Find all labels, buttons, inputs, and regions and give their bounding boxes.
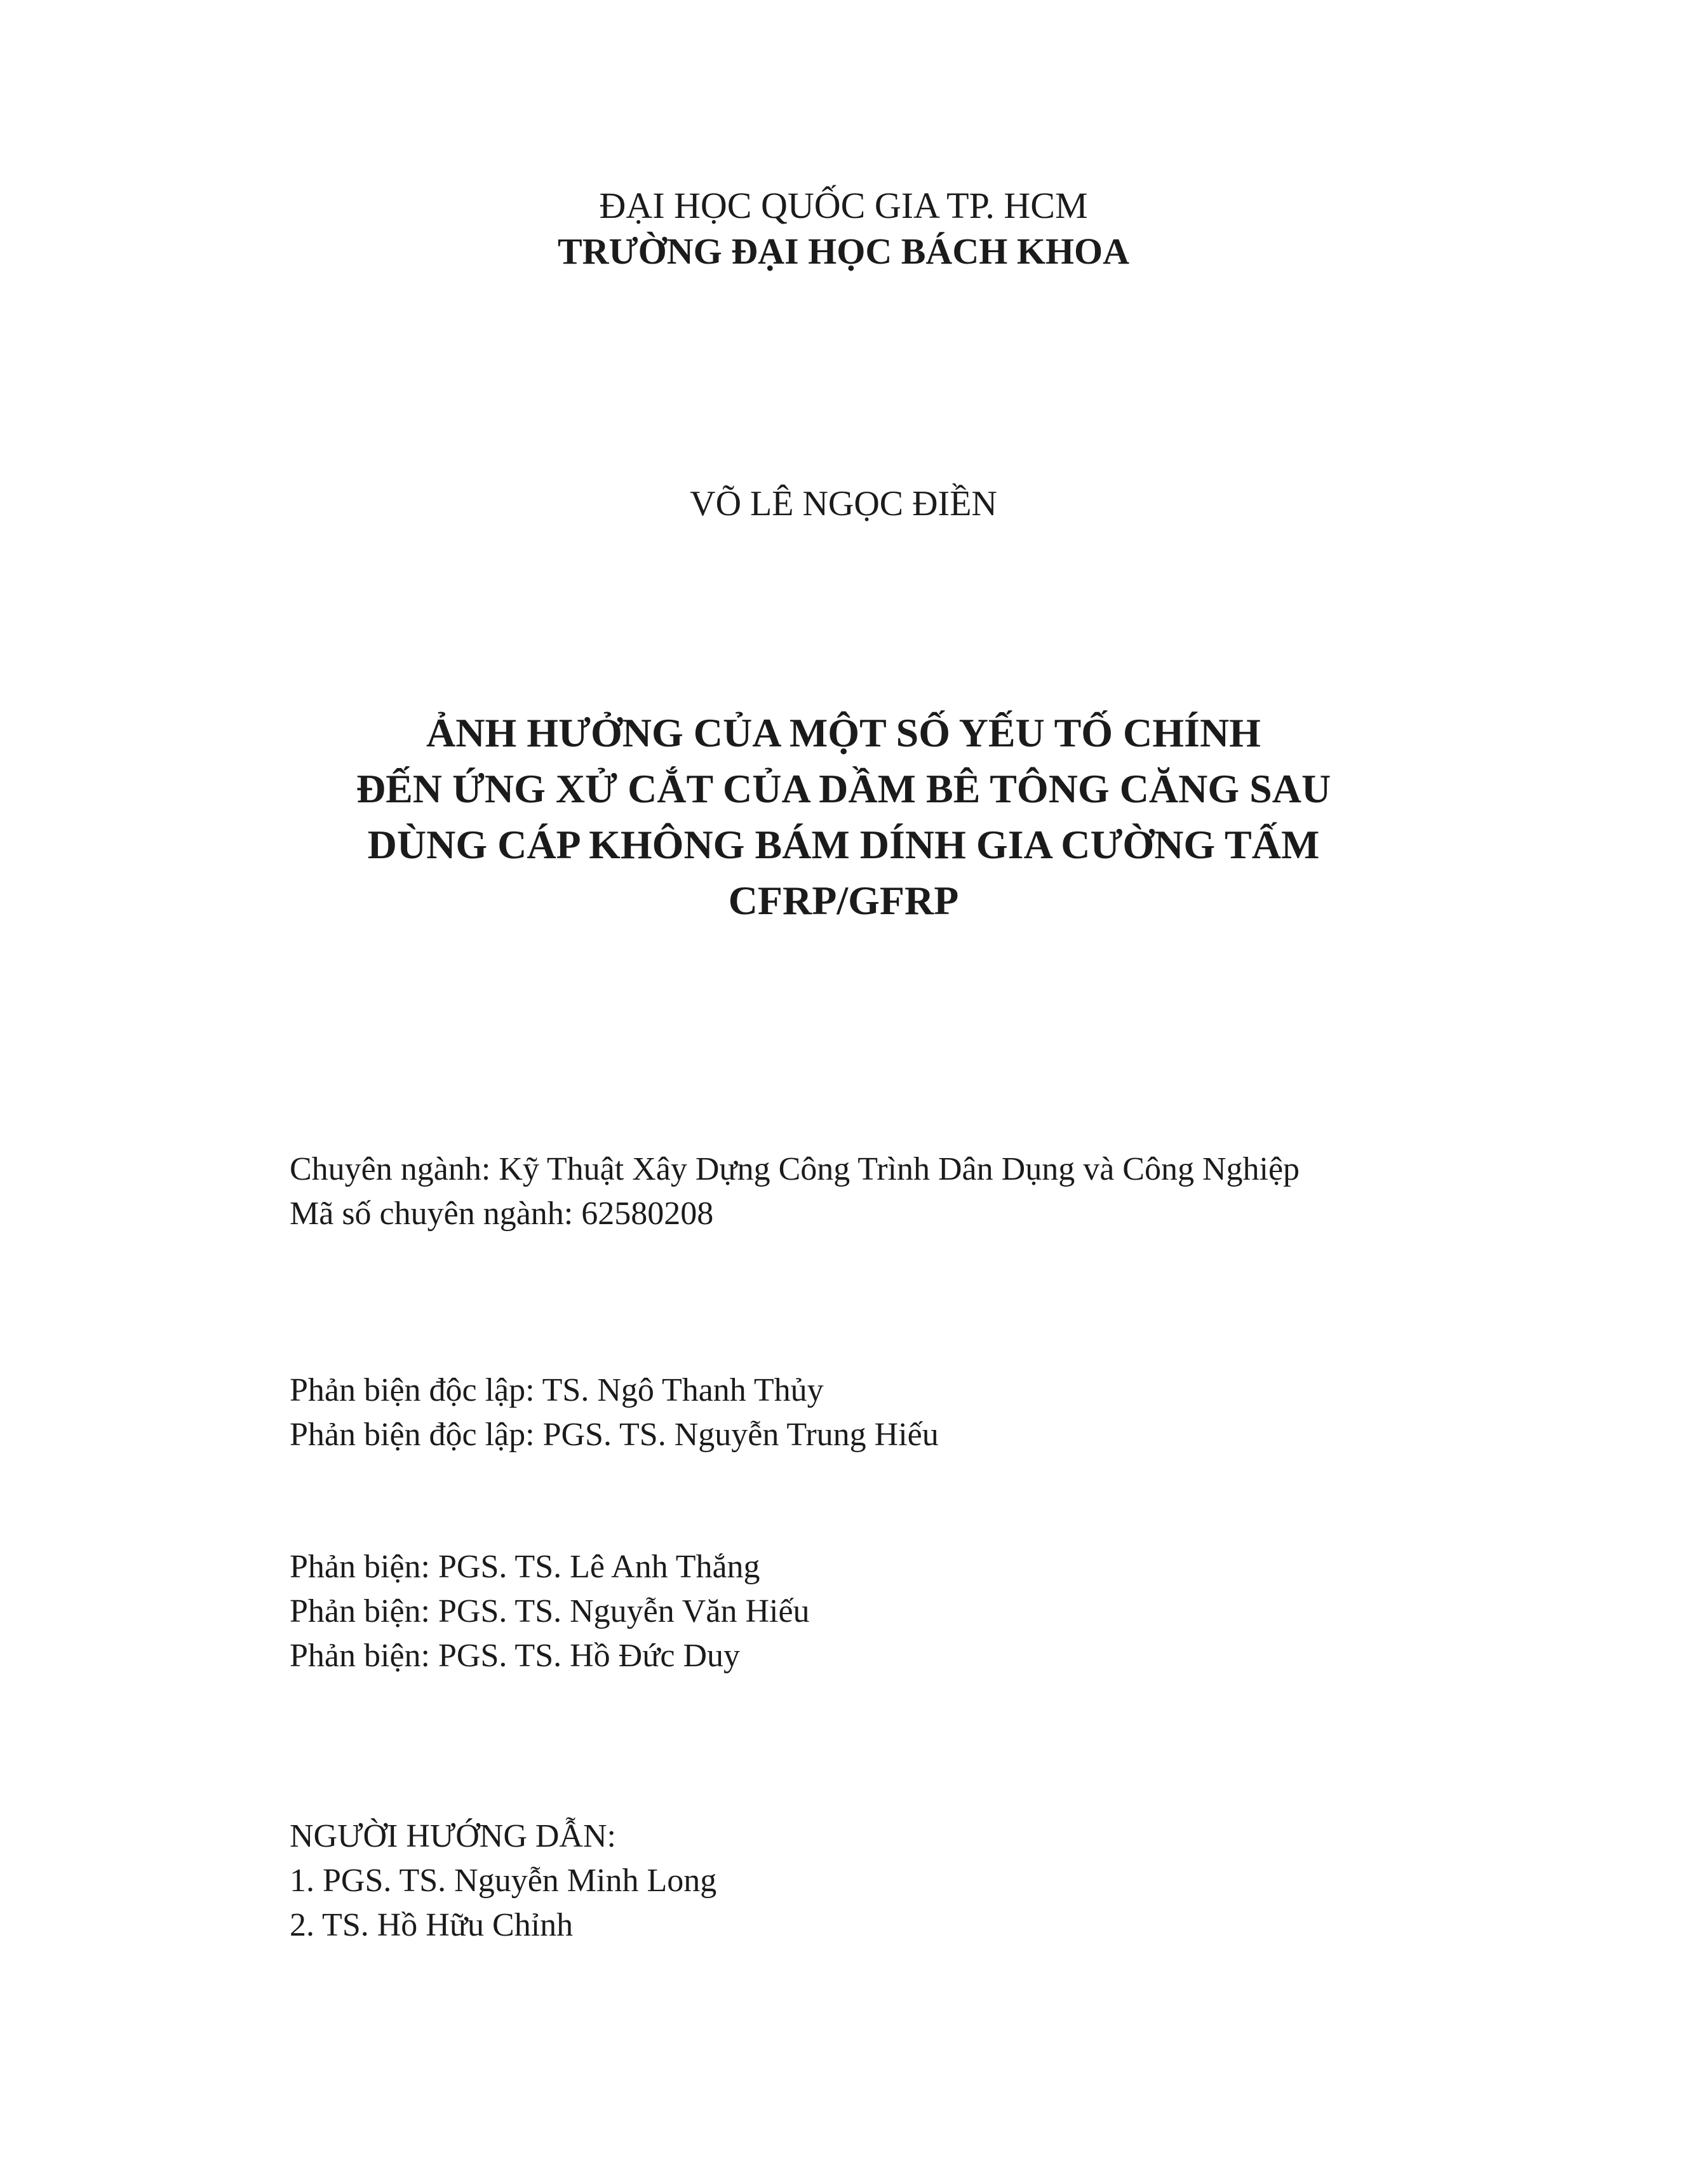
school-name: TRƯỜNG ĐẠI HỌC BÁCH KHOA — [557, 231, 1130, 272]
advisor: 1. PGS. TS. Nguyễn Minh Long — [290, 1863, 717, 1899]
author-name: VÕ LÊ NGỌC ĐIỀN — [690, 484, 997, 523]
specialization-major: Chuyên ngành: Kỹ Thuật Xây Dựng Công Trình Dân Dụng và Công Nghiệp — [290, 1151, 1300, 1187]
independent-reviewers-block — [290, 1368, 939, 1457]
independent-reviewer: Phản biện độc lập: PGS. TS. Nguyễn Trung Hiếu — [290, 1417, 939, 1453]
thesis-title-line: ẢNH HƯỞNG CỦA MỘT SỐ YẾU TỐ CHÍNH — [426, 710, 1261, 755]
independent-reviewer: Phản biện độc lập: TS. Ngô Thanh Thủy — [290, 1372, 824, 1408]
thesis-title-line: DÙNG CÁP KHÔNG BÁM DÍNH GIA CƯỜNG TẤM — [367, 822, 1320, 867]
advisor: 2. TS. Hồ Hữu Chỉnh — [290, 1907, 574, 1943]
specialization-block — [290, 1147, 1300, 1236]
thesis-title-line: CFRP/GFRP — [728, 878, 959, 923]
reviewer: Phản biện: PGS. TS. Nguyễn Văn Hiếu — [290, 1593, 810, 1629]
reviewers-block — [290, 1545, 810, 1678]
reviewer: Phản biện: PGS. TS. Lê Anh Thắng — [290, 1549, 760, 1585]
advisors-heading: NGƯỜI HƯỚNG DẪN: — [290, 1818, 616, 1854]
thesis-title-line: ĐẾN ỨNG XỬ CẮT CỦA DẦM BÊ TÔNG CĂNG SAU — [356, 766, 1331, 811]
thesis-title — [0, 705, 1687, 929]
university-name: ĐẠI HỌC QUỐC GIA TP. HCM — [599, 185, 1088, 226]
reviewer: Phản biện: PGS. TS. Hồ Đức Duy — [290, 1638, 741, 1674]
specialization-code: Mã số chuyên ngành: 62580208 — [290, 1196, 714, 1232]
advisors-block — [290, 1814, 716, 1948]
